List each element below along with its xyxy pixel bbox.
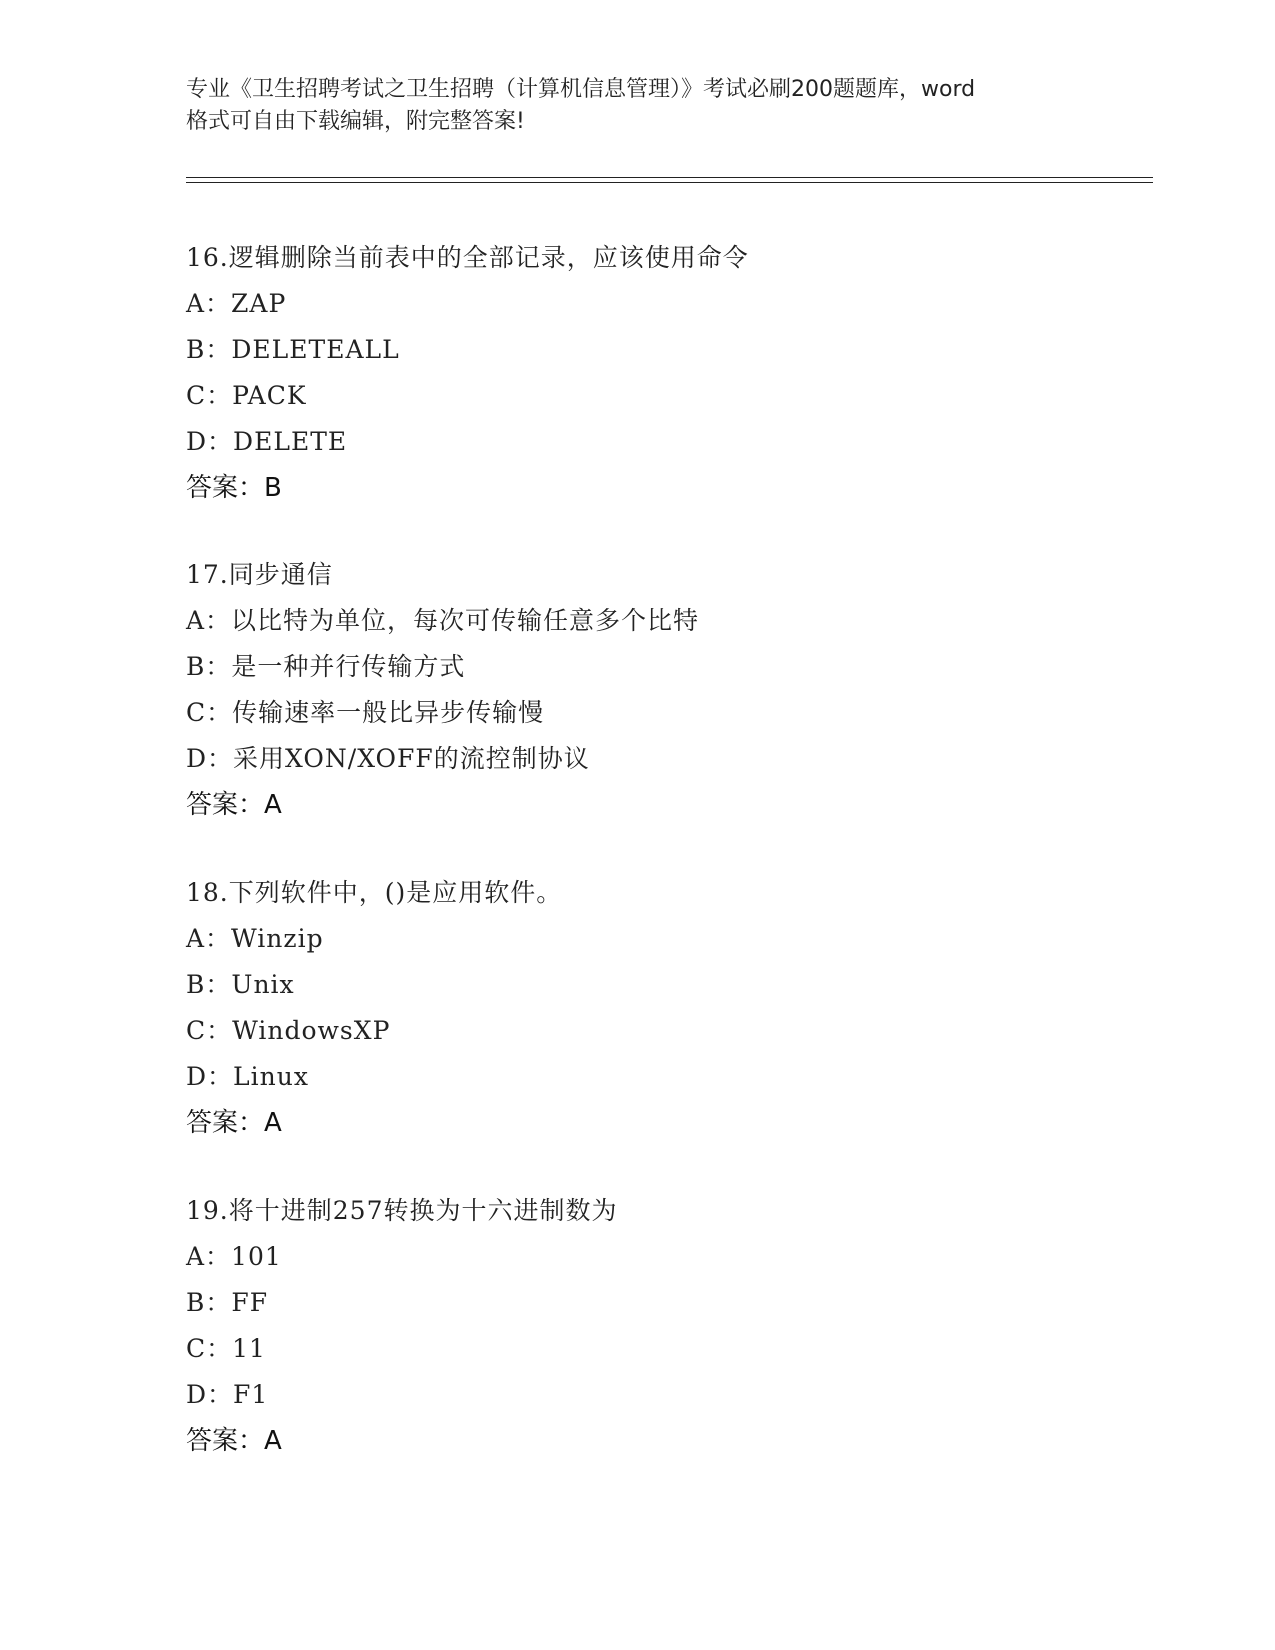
question-stem: 18.下列软件中，()是应用软件。 [186, 878, 563, 907]
answer-line: 答案：A [186, 790, 282, 820]
answer-line: 答案：B [186, 473, 282, 503]
option-b: B：DELETEALL [186, 335, 400, 364]
option-b: B：是一种并行传输方式 [186, 652, 466, 681]
option-b: B：Unix [186, 970, 295, 999]
option-a: A：以比特为单位，每次可传输任意多个比特 [186, 606, 700, 635]
question-stem: 17.同步通信 [186, 560, 333, 589]
header-divider-bottom [186, 182, 1153, 183]
option-a: A：ZAP [186, 289, 287, 318]
header-divider-top [186, 177, 1153, 178]
answer-line: 答案：A [186, 1426, 282, 1456]
question-stem: 16.逻辑删除当前表中的全部记录，应该使用命令 [186, 243, 749, 272]
option-d: D：采用XON/XOFF的流控制协议 [186, 744, 590, 773]
question-18 [186, 870, 1146, 1146]
question-19 [186, 1188, 1146, 1464]
question-stem: 19.将十进制257转换为十六进制数为 [186, 1196, 618, 1225]
header-title-line-2: 格式可自由下载编辑，附完整答案! [186, 109, 525, 134]
question-16 [186, 235, 1146, 511]
option-c: C：PACK [186, 381, 307, 410]
option-d: D：Linux [186, 1062, 309, 1091]
option-d: D：DELETE [186, 427, 348, 456]
option-c: C：11 [186, 1334, 266, 1363]
option-c: C：WindowsXP [186, 1016, 391, 1045]
option-a: A：101 [186, 1242, 282, 1271]
document-header [186, 74, 1086, 138]
option-d: D：F1 [186, 1380, 269, 1409]
question-17 [186, 552, 1146, 828]
option-a: A：Winzip [186, 924, 324, 953]
header-title-line-1: 专业《卫生招聘考试之卫生招聘（计算机信息管理）》考试必刷200题题库，word [186, 77, 976, 102]
answer-line: 答案：A [186, 1108, 282, 1138]
option-b: B：FF [186, 1288, 269, 1317]
option-c: C：传输速率一般比异步传输慢 [186, 698, 545, 727]
